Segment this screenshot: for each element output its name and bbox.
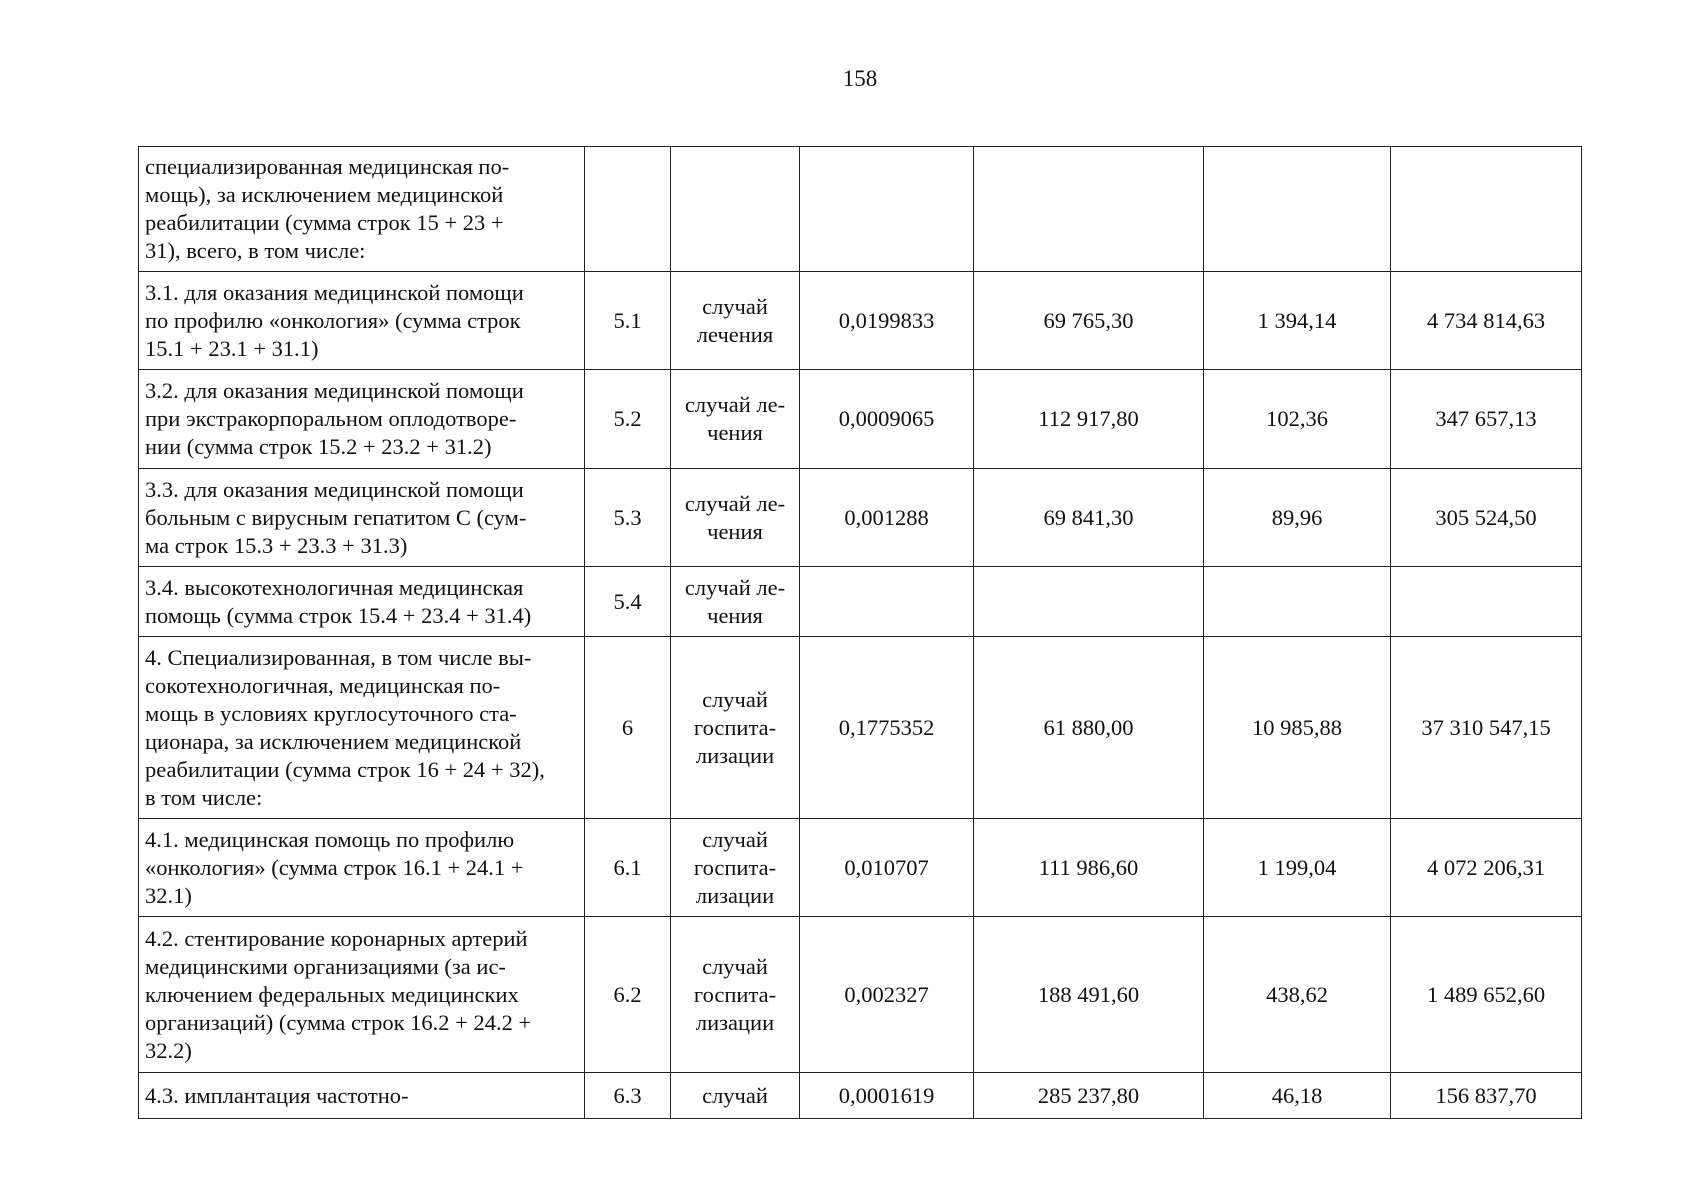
row-total-cell (1391, 147, 1582, 272)
row-per-capita-cell: 1 394,14 (1204, 272, 1391, 370)
row-volume-cell: 0,002327 (800, 917, 974, 1073)
row-line-cell: 6.3 (585, 1073, 671, 1119)
row-volume-cell: 0,1775352 (800, 637, 974, 819)
row-cost-cell: 285 237,80 (974, 1073, 1204, 1119)
row-per-capita-cell: 438,62 (1204, 917, 1391, 1073)
row-volume-cell: 0,001288 (800, 469, 974, 567)
row-name-cell: 4.2. стентирование коронарных артерий медицинскими организациями (за ис- ключением федеральных медицинских организаций) (сумма строк 16.2 + 24.2 + 32.2) (139, 917, 585, 1073)
row-line-cell: 5.2 (585, 370, 671, 469)
row-name-cell: 4. Специализированная, в том числе вы- сокотехнологичная, медицинская по- мощь в условиях круглосуточного ста- ционара, за исключением медицинской реабилитации (сумма строк 16 + 24 + 32), в том числе: (139, 637, 585, 819)
table-row (139, 819, 1582, 917)
table-row (139, 469, 1582, 567)
row-cost-cell (974, 147, 1204, 272)
row-unit-cell: случай госпита- лизации (671, 917, 800, 1073)
row-total-cell: 1 489 652,60 (1391, 917, 1582, 1073)
row-cost-cell (974, 567, 1204, 637)
data-table (138, 146, 1582, 1119)
row-per-capita-cell: 10 985,88 (1204, 637, 1391, 819)
row-unit-cell: случай лечения (671, 272, 800, 370)
table-row (139, 1073, 1582, 1119)
row-unit-cell (671, 147, 800, 272)
row-name-cell: 4.3. имплантация частотно- (139, 1073, 585, 1119)
row-volume-cell: 0,0001619 (800, 1073, 974, 1119)
row-volume-cell: 0,0199833 (800, 272, 974, 370)
row-volume-cell (800, 147, 974, 272)
row-name-cell: 4.1. медицинская помощь по профилю «онкология» (сумма строк 16.1 + 24.1 + 32.1) (139, 819, 585, 917)
row-unit-cell: случай ле- чения (671, 567, 800, 637)
page-number: 158 (842, 66, 878, 91)
row-total-cell: 156 837,70 (1391, 1073, 1582, 1119)
row-volume-cell (800, 567, 974, 637)
row-volume-cell: 0,010707 (800, 819, 974, 917)
row-name-cell: 3.1. для оказания медицинской помощи по профилю «онкология» (сумма строк 15.1 + 23.1 + 31.1) (139, 272, 585, 370)
table-row (139, 637, 1582, 819)
row-cost-cell: 61 880,00 (974, 637, 1204, 819)
row-cost-cell: 69 841,30 (974, 469, 1204, 567)
row-total-cell: 347 657,13 (1391, 370, 1582, 469)
row-line-cell: 6.1 (585, 819, 671, 917)
row-unit-cell: случай ле- чения (671, 370, 800, 469)
row-line-cell: 6.2 (585, 917, 671, 1073)
row-per-capita-cell (1204, 567, 1391, 637)
row-unit-cell: случай (671, 1073, 800, 1119)
table-row (139, 147, 1582, 272)
row-volume-cell: 0,0009065 (800, 370, 974, 469)
row-total-cell: 4 734 814,63 (1391, 272, 1582, 370)
row-unit-cell: случай ле- чения (671, 469, 800, 567)
row-per-capita-cell: 1 199,04 (1204, 819, 1391, 917)
row-cost-cell: 69 765,30 (974, 272, 1204, 370)
row-total-cell: 305 524,50 (1391, 469, 1582, 567)
row-unit-cell: случай госпита- лизации (671, 637, 800, 819)
row-per-capita-cell: 89,96 (1204, 469, 1391, 567)
table-row (139, 370, 1582, 469)
row-line-cell (585, 147, 671, 272)
row-name-cell: 3.3. для оказания медицинской помощи больным с вирусным гепатитом С (сум- ма строк 15.3 + 23.3 + 31.3) (139, 469, 585, 567)
row-cost-cell: 111 986,60 (974, 819, 1204, 917)
row-cost-cell: 112 917,80 (974, 370, 1204, 469)
row-line-cell: 5.1 (585, 272, 671, 370)
row-total-cell: 37 310 547,15 (1391, 637, 1582, 819)
row-unit-cell: случай госпита- лизации (671, 819, 800, 917)
row-line-cell: 5.3 (585, 469, 671, 567)
row-total-cell: 4 072 206,31 (1391, 819, 1582, 917)
table-row (139, 567, 1582, 637)
row-name-cell: 3.4. высокотехнологичная медицинская помощь (сумма строк 15.4 + 23.4 + 31.4) (139, 567, 585, 637)
row-name-cell: 3.2. для оказания медицинской помощи при экстракорпоральном оплодотворе- нии (сумма строк 15.2 + 23.2 + 31.2) (139, 370, 585, 469)
row-cost-cell: 188 491,60 (974, 917, 1204, 1073)
row-line-cell: 5.4 (585, 567, 671, 637)
row-total-cell (1391, 567, 1582, 637)
row-per-capita-cell: 46,18 (1204, 1073, 1391, 1119)
row-per-capita-cell (1204, 147, 1391, 272)
table-row (139, 272, 1582, 370)
row-name-cell: специализированная медицинская по- мощь), за исключением медицинской реабилитации (сумма строк 15 + 23 + 31), всего, в том числе: (139, 147, 585, 272)
table-row (139, 917, 1582, 1073)
row-per-capita-cell: 102,36 (1204, 370, 1391, 469)
row-line-cell: 6 (585, 637, 671, 819)
